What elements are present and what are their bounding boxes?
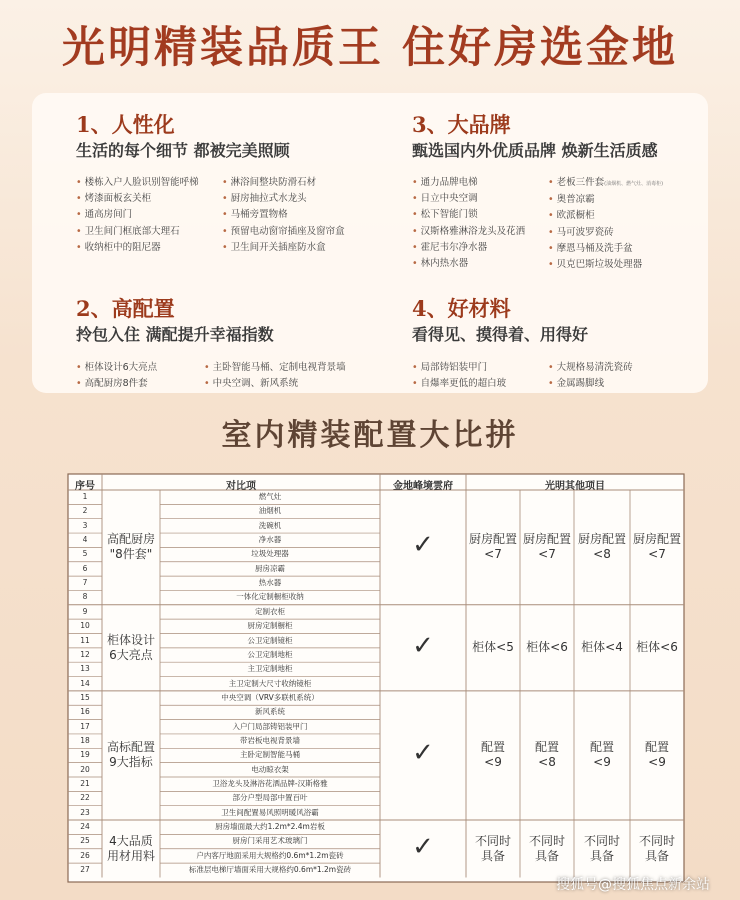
header-no: 序号 [75,481,95,492]
other-project-cell: 不同时 具备 [474,833,511,863]
row-number: 27 [80,865,90,875]
other-project-cell: 不同时 具备 [528,833,565,863]
group-label: 4大品质 用材用料 [106,833,155,863]
row-item: 厨房定制橱柜 [247,621,293,631]
row-number: 20 [80,764,90,774]
row-number: 15 [80,692,90,702]
row-item: 公卫定制地柜 [247,649,293,659]
row-item: 带岩板电视背景墙 [240,735,300,745]
row-item: 主卫定制地柜 [247,664,293,674]
section-title: 3、大品牌 [412,112,511,137]
row-number: 11 [80,635,90,645]
row-item: 中央空调（VRV多联机系统） [221,692,319,702]
other-project-cell: 柜体<6 [636,640,678,655]
check-icon: ✓ [412,630,434,661]
other-project-cell: 不同时 具备 [583,833,620,863]
list-item: • 烤漆面板玄关柜 [76,191,236,207]
row-item: 厨房墙面最大约1.2m*2.4m岩板 [215,822,325,832]
list-item: • 霍尼韦尔净水器 [412,240,552,256]
list-item: • 欧派橱柜 [548,208,698,224]
row-item: 主卧定制智能马桶 [240,750,300,760]
row-number: 5 [82,549,88,559]
group-label: 高配厨房 "8件套" [106,532,155,562]
list-item: • 收纳柜中的阻尼器 [76,240,236,256]
list-item: • 楼栋入户人脸识别智能呼梯 [76,175,236,191]
row-item: 厨房凉霸 [255,563,285,573]
other-project-cell: 配置 <9 [480,740,505,770]
row-item: 厨房门采用艺术玻璃门 [232,836,308,846]
list-item: • 老板三件套(油烟机、燃气灶、消毒柜) [548,175,698,192]
row-number: 24 [80,822,90,832]
other-project-cell: 厨房配置 <7 [522,532,571,562]
list-item: • 卫生间开关插座防水盒 [222,240,382,256]
row-item: 一体化定制橱柜收纳 [236,592,304,602]
row-item: 油烟机 [258,506,282,516]
section-title: 1、人性化 [76,112,175,137]
section-subtitle: 看得见、摸得着、用得好 [412,325,589,344]
other-project-cell: 柜体<6 [526,640,568,655]
other-project-cell: 厨房配置 <8 [577,532,626,562]
section-title: 2、高配置 [76,296,175,321]
other-project-cell: 柜体<4 [581,640,623,655]
list-item: • 林内热水器 [412,256,552,272]
row-number: 19 [80,750,90,760]
row-number: 9 [82,606,88,616]
section-title: 4、好材料 [412,296,511,321]
list-item: • 奥普凉霸 [548,192,698,208]
row-item: 标准层电梯厅墙面采用大规格约0.6m*1.2m瓷砖 [188,865,352,875]
list-item: • 汉斯格雅淋浴龙头及花洒 [412,224,552,240]
row-number: 3 [82,520,88,530]
row-number: 23 [80,807,90,817]
row-number: 13 [80,664,90,674]
list-item: • 自爆率更低的超白玻 [412,376,552,392]
list-item: • 中央空调、新风系统 [204,376,384,392]
row-number: 4 [82,535,88,545]
other-project-cell: 不同时 具备 [638,833,675,863]
brand-note: (油烟机、燃气灶、消毒柜) [604,181,664,187]
list-item: • 主卧智能马桶、定制电视背景墙 [204,360,384,376]
list-item: • 柜体设计6大亮点 [76,360,206,376]
list-item: • 通高房间门 [76,207,236,223]
list-item: • 摩恩马桶及洗手盆 [548,241,698,257]
row-item: 卫生间配置易风照明暖风浴霸 [221,807,319,817]
row-number: 6 [82,563,88,573]
row-number: 22 [80,793,90,803]
list-item: • 局部铸铝装甲门 [412,360,552,376]
row-number: 26 [80,850,90,860]
section-subtitle: 生活的每个细节 都被完美照顾 [76,141,290,160]
row-item: 电动晾衣架 [251,764,289,774]
row-item: 净水器 [258,535,282,545]
other-project-cell: 配置 <9 [589,740,614,770]
row-item: 公卫定制镜柜 [247,635,293,645]
row-number: 2 [82,506,88,516]
list-item: • 马桶旁置物格 [222,207,382,223]
list-item: • 卫生间门框底部大理石 [76,224,236,240]
list-item: • 淋浴间整块防滑石材 [222,175,382,191]
header-item: 对比项 [226,481,256,492]
row-item: 卫浴龙头及淋浴花洒品牌-汉斯格雅 [212,779,328,788]
list-item: • 松下智能门锁 [412,207,552,223]
row-item: 定制衣柜 [255,606,285,616]
row-number: 1 [82,492,88,501]
row-number: 12 [80,649,90,659]
check-icon: ✓ [412,831,434,862]
row-number: 25 [80,836,90,846]
row-number: 17 [80,721,90,731]
row-item: 部分户型局部中置百叶 [232,793,308,803]
list-item: • 通力品牌电梯 [412,175,552,191]
watermark: 搜狐号@搜狐焦点新余站 [556,877,710,893]
row-number: 7 [82,578,88,588]
list-item: • 金属踢脚线 [548,376,698,392]
row-item: 户内客厅地面采用大规格约0.6m*1.2m瓷砖 [196,850,344,860]
other-project-cell: 厨房配置 <7 [468,532,517,562]
row-item: 垃圾处理器 [251,549,289,559]
list-item: • 高配厨房8件套 [76,376,206,392]
row-number: 10 [80,621,90,631]
list-item: • 厨房抽拉式水龙头 [222,191,382,207]
group-label: 高标配置 9大指标 [106,740,155,770]
row-item: 热水器 [258,578,282,588]
row-item: 新风系统 [255,707,285,717]
row-number: 21 [80,779,90,788]
list-item: • 日立中央空调 [412,191,552,207]
check-icon: ✓ [412,738,434,769]
list-item: • 马可波罗瓷砖 [548,225,698,241]
row-item: 主卫定制大尺寸收纳镜柜 [228,678,312,688]
header-jindi: 金地峰境雲府 [393,481,453,492]
other-project-cell: 厨房配置 <7 [632,532,681,562]
row-number: 18 [80,735,90,745]
section-subtitle: 甄选国内外优质品牌 焕新生活质感 [412,141,658,160]
group-label: 柜体设计 6大亮点 [106,632,155,662]
other-project-cell: 配置 <9 [644,740,669,770]
list-item: • 大规格易清洗瓷砖 [548,360,698,376]
header-others: 光明其他项目 [545,481,605,492]
list-item: • 预留电动窗帘插座及窗帘盒 [222,224,382,240]
row-item: 洗碗机 [258,520,282,530]
row-number: 16 [80,707,90,717]
hero-title: 光明精装品质王 住好房选金地 [62,23,678,73]
row-number: 8 [82,592,88,602]
check-icon: ✓ [412,530,434,561]
other-project-cell: 配置 <8 [534,740,559,770]
row-number: 14 [80,678,90,688]
row-item: 入户门局部铸铝装甲门 [232,721,308,731]
list-item: • 贝克巴斯垃圾处理器 [548,257,698,273]
other-project-cell: 柜体<5 [472,640,514,655]
section-subtitle: 拎包入住 满配提升幸福指数 [76,325,274,344]
comparison-title: 室内精装配置大比拼 [221,418,519,453]
row-item: 燃气灶 [258,492,282,501]
